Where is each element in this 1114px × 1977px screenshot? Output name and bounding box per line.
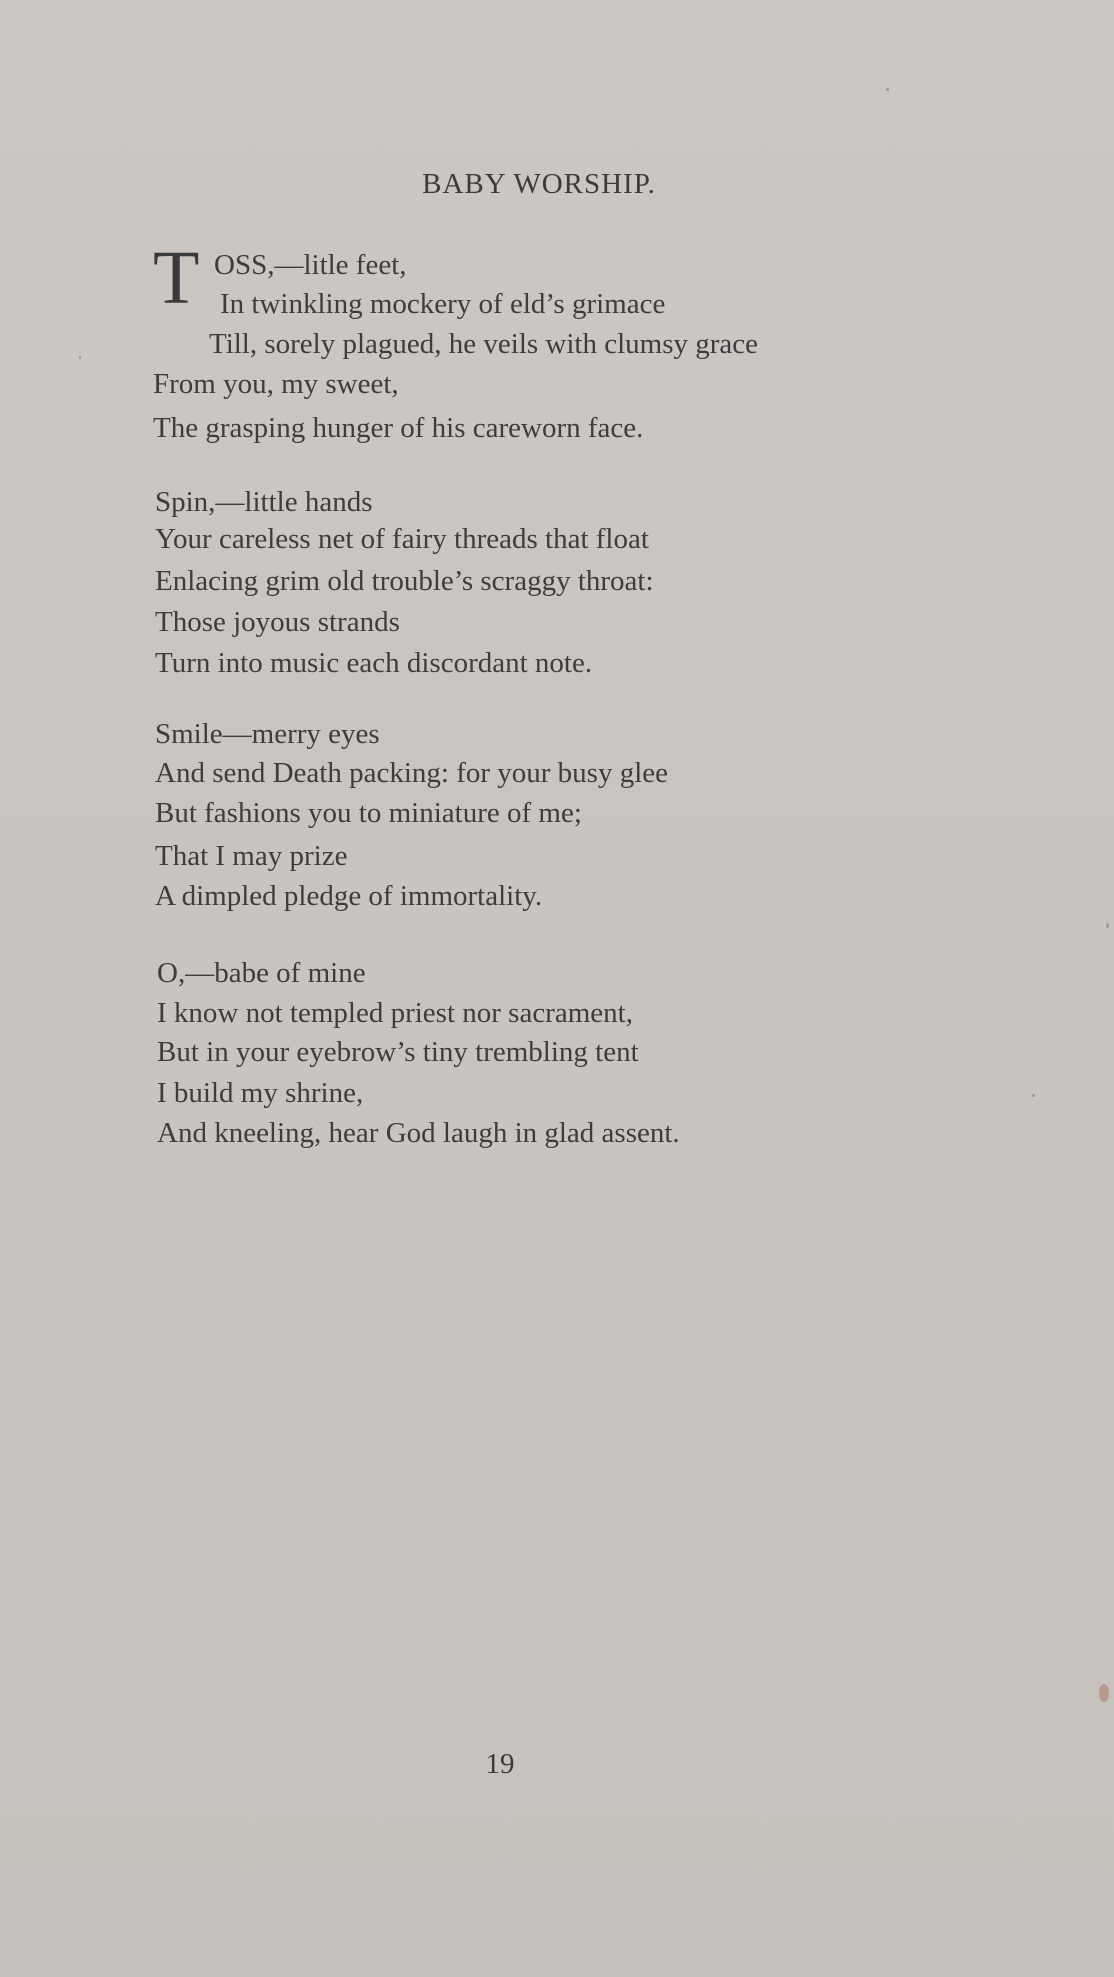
stanza-1-line-5: The grasping hunger of his careworn face. [153, 412, 644, 444]
stanza-2-line-2: Your careless net of fairy threads that float [155, 523, 649, 555]
stanza-2-line-4: Those joyous strands [155, 606, 400, 638]
poem-title: BABY WORSHIP. [422, 168, 656, 200]
paper-speck [1106, 923, 1109, 928]
stanza-3-line-5: A dimpled pledge of immortality. [155, 880, 543, 912]
stanza-3-line-1: Smile—merry eyes [155, 718, 380, 750]
stanza-1-line-4: From you, my sweet, [153, 368, 399, 400]
paper-stain [1099, 1684, 1109, 1702]
stanza-2-line-1: Spin,—little hands [155, 486, 373, 518]
drop-cap-letter: T [153, 236, 200, 320]
stanza-1-line-2: In twinkling mockery of eld’s grimace [220, 288, 666, 320]
stanza-3-line-3: But fashions you to miniature of me; [155, 797, 582, 829]
paper-speck [79, 356, 81, 359]
paper-speck [886, 88, 889, 91]
stanza-3-line-4: That I may prize [155, 840, 348, 872]
stanza-4-line-5: And kneeling, hear God laugh in glad assent. [157, 1117, 680, 1149]
stanza-4-line-4: I build my shrine, [157, 1077, 364, 1109]
stanza-2-line-5: Turn into music each discordant note. [155, 647, 593, 679]
page-number: 19 [485, 1748, 515, 1780]
stanza-4-line-2: I know not templed priest nor sacrament, [157, 997, 633, 1029]
stanza-3-line-2: And send Death packing: for your busy glee [155, 757, 669, 789]
stanza-4-line-1: O,—babe of mine [157, 957, 366, 989]
stanza-1-line-1: OSS,—litle feet, [214, 249, 407, 281]
stanza-4-line-3: But in your eyebrow’s tiny trembling tent [157, 1036, 639, 1068]
paper-speck [1032, 1094, 1035, 1097]
stanza-1-line-3: Till, sorely plagued, he veils with clumsy grace [209, 328, 759, 360]
stanza-2-line-3: Enlacing grim old trouble’s scraggy throat: [155, 565, 654, 597]
